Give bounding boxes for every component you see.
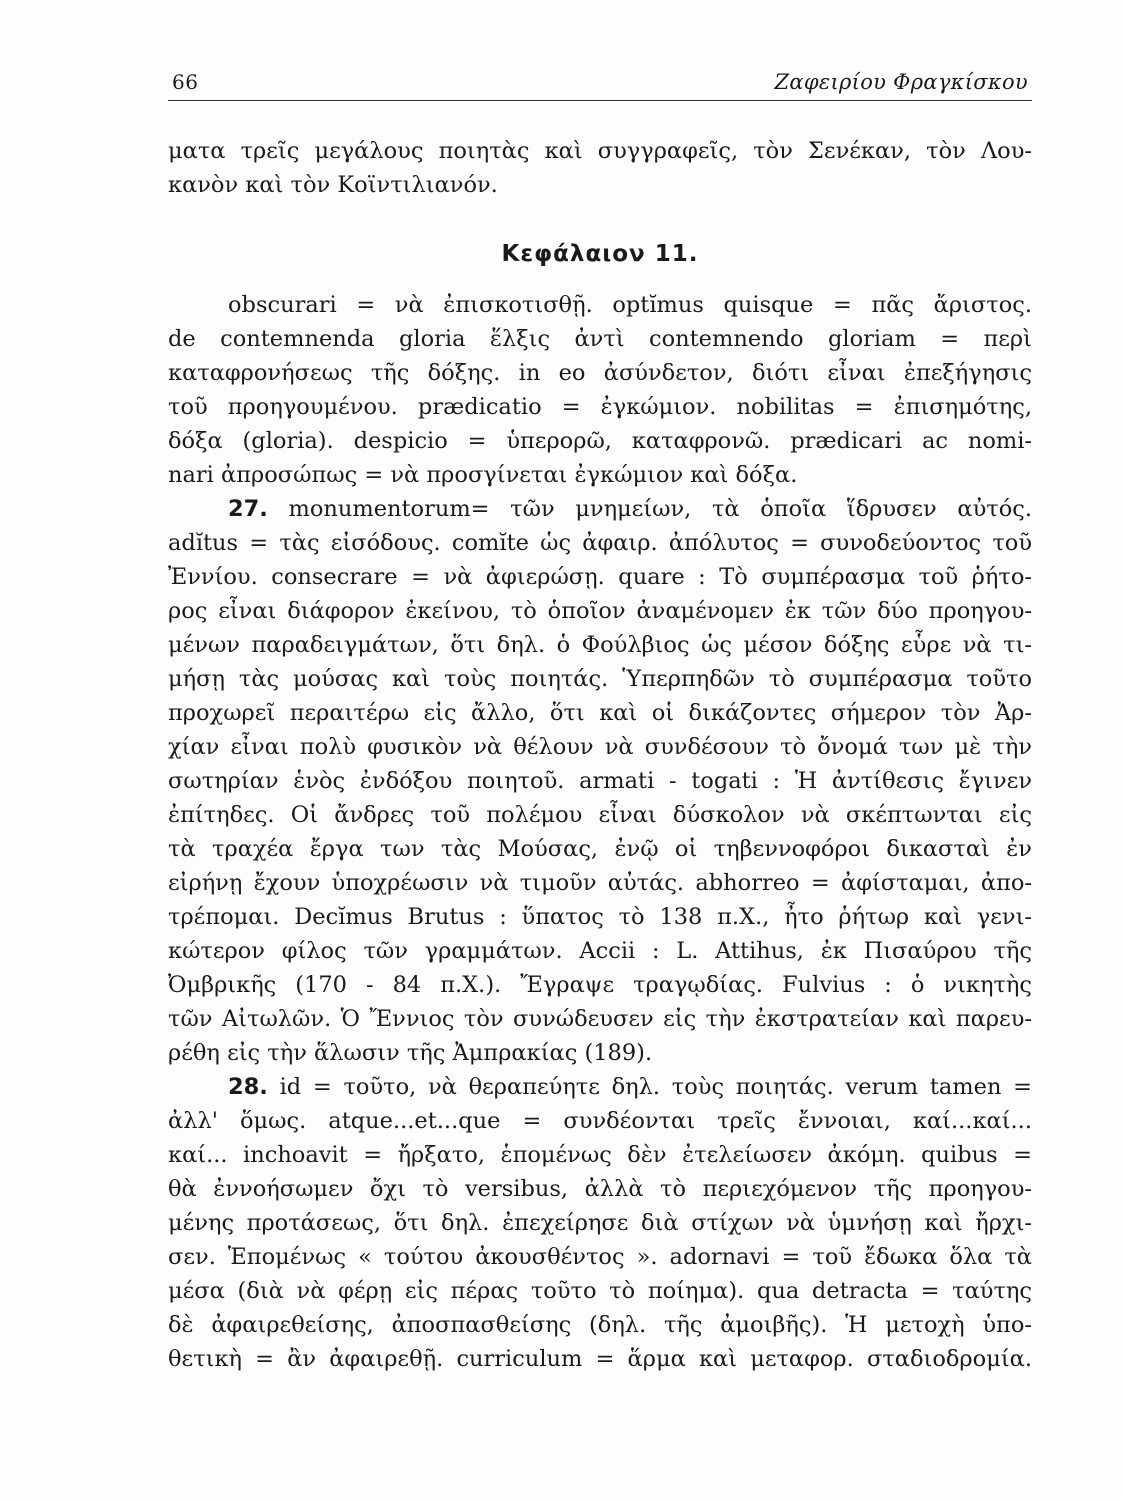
text-line: θὰ ἐννοήσωμεν ὄχι τὸ versibus, ἀλλὰ τὸ περιεχόμενον τῆς προηγου- [168, 1176, 1032, 1202]
text-line: μήσῃ τὰς μούσας καὶ τοὺς ποιητάς. Ὑπερπηδῶν τὸ συμπέρασμα τοῦτο [168, 666, 1032, 692]
section-text: monumentorum= τῶν μνημείων, τὰ ὁποῖα ἵδρυσεν αὐτός. [288, 496, 1032, 522]
text-line: μένης προτάσεως, ὅτι δηλ. ἐπεχείρησε διὰ στίχων νὰ ὑμνήσῃ καὶ ἤρχι- [168, 1210, 1032, 1236]
text-line: δὲ ἀφαιρεθείσης, ἀποσπασθείσης (δηλ. τῆς ἀμοιβῆς). Ἡ μετοχὴ ὑπο- [168, 1312, 1032, 1338]
text-line: adĭtus = τὰς εἰσόδους. comĭte ὡς ἀφαιρ. ἀπόλυτος = συνοδεύοντος τοῦ [168, 530, 1032, 556]
text-line: μέσα (διὰ νὰ φέρῃ εἰς πέρας τοῦτο τὸ ποίημα). qua detracta = ταύτης [168, 1278, 1032, 1304]
text-line: de contemnenda gloria ἕλξις ἀντὶ contemnendo gloriam = περὶ [168, 326, 1032, 352]
text-line: ἐπίτηδες. Οἱ ἄνδρες τοῦ πολέμου εἶναι δύσκολον νὰ σκέπτωνται εἰς [168, 802, 1032, 828]
text-line: τρέπομαι. Decĭmus Brutus : ὕπατος τὸ 138 π.Χ., ἦτο ῥήτωρ καὶ γενι- [168, 904, 1032, 930]
body-text [168, 134, 1032, 1376]
chapter-heading: Κεφάλαιον 11. [501, 241, 699, 267]
text-line: ἀλλ' ὅμως. atque...et...que = συνδέονται τρεῖς ἔννοιαι, καί...καί... [168, 1108, 1032, 1134]
text-line: τοῦ προηγουμένου. prædicatio = ἐγκώμιον. nobilitas = ἐπισημότης, [168, 394, 1032, 420]
text-line: προχωρεῖ περαιτέρω εἰς ἄλλο, ὅτι καὶ οἱ δικάζοντες σήμερον τὸν Ἀρ- [168, 700, 1032, 726]
text-line: obscurari = νὰ ἐπισκοτισθῇ. optĭmus quisque = πᾶς ἄριστος. [228, 292, 1032, 318]
text-line: κώτερον φίλος τῶν γραμμάτων. Accii : L. Attihus, ἐκ Πισαύρου τῆς [168, 938, 1032, 964]
text-line: εἰρήνῃ ἔχουν ὑποχρέωσιν νὰ τιμοῦν αὐτάς. abhorreo = ἀφίσταμαι, ἀπο- [168, 870, 1032, 896]
page-header [168, 66, 1032, 101]
text-line: σωτηρίαν ἑνὸς ἐνδόξου ποιητοῦ. armati - togati : Ἡ ἀντίθεσις ἔγινεν [168, 768, 1032, 794]
text-line: Ἐννίου. consecrare = νὰ ἀφιερώσῃ. quare : Τὸ συμπέρασμα τοῦ ῥήτο- [168, 564, 1032, 590]
text-line: θετικὴ = ἂν ἀφαιρεθῇ. curriculum = ἅρμα καὶ μεταφορ. σταδιοδρομία. [168, 1346, 1032, 1372]
text-line: ματα τρεῖς μεγάλους ποιητὰς καὶ συγγραφεῖς, τὸν Σενέκαν, τὸν Λου- [168, 138, 1032, 164]
section-text: id = τοῦτο, νὰ θεραπεύητε δηλ. τοὺς ποιητάς. verum tamen = [279, 1074, 1032, 1100]
text-line: κανὸν καὶ τὸν Κοϊντιλιανόν. [168, 172, 498, 198]
text-line: χίαν εἶναι πολὺ φυσικὸν νὰ θέλουν νὰ συνδέσουν τὸ ὄνομά των μὲ τὴν [168, 734, 1032, 760]
section-number: 27. [228, 496, 268, 522]
text-line: μένων παραδειγμάτων, ὅτι δηλ. ὁ Φούλβιος ὡς μέσον δόξης εὗρε νὰ τι- [168, 632, 1032, 658]
text-line: nari ἀπροσώπως = νὰ προσγίνεται ἐγκώμιον καὶ δόξα. [168, 462, 798, 488]
text-line: καί... inchoavit = ἤρξατο, ἑπομένως δὲν ἐτελείωσεν ἀκόμη. quibus = [168, 1142, 1032, 1168]
text-line: τῶν Αἰτωλῶν. Ὁ Ἔννιος τὸν συνώδευσεν εἰς τὴν ἐκστρατείαν καὶ παρευ- [168, 1006, 1032, 1032]
text-line: δόξα (gloria). despicio = ὑπερορῶ, καταφρονῶ. prædicari ac nomi- [168, 428, 1032, 454]
section-number: 28. [228, 1074, 268, 1100]
section-28-first-line [168, 1070, 1032, 1104]
text-line: ρος εἶναι διάφορον ἐκείνου, τὸ ὁποῖον ἀναμένομεν ἐκ τῶν δύο προηγου- [168, 598, 1032, 624]
text-line: ρέθη εἰς τὴν ἅλωσιν τῆς Ἀμπρακίας (189). [168, 1040, 653, 1066]
text-line: σεν. Ἑπομένως « τούτου ἀκουσθέντος ». adornavi = τοῦ ἔδωκα ὅλα τὰ [168, 1244, 1032, 1270]
page-number: 66 [172, 70, 199, 94]
running-title: Ζαφειρίου Φραγκίσκου [774, 70, 1028, 94]
text-line: καταφρονήσεως τῆς δόξης. in eo ἀσύνδετον, διότι εἶναι ἐπεξήγησις [168, 360, 1032, 386]
text-line: τὰ τραχέα ἔργα των τὰς Μούσας, ἐνῷ οἱ τηβεννοφόροι δικασταὶ ἐν [168, 836, 1032, 862]
text-line: Ὀμβρικῆς (170 - 84 π.Χ.). Ἔγραψε τραγῳδίας. Fulvius : ὁ νικητὴς [168, 972, 1032, 998]
section-27-first-line [168, 492, 1032, 526]
